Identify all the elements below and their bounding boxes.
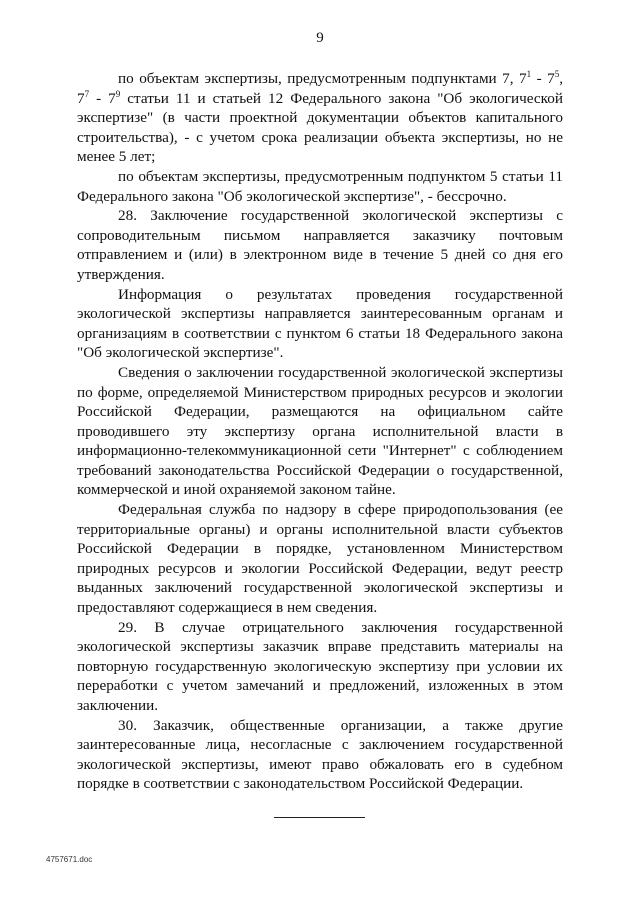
file-name-footer: 4757671.doc: [46, 855, 93, 864]
paragraph-clause-29: 29. В случае отрицательного заключения государственной экологической экспертизы заказчик вправе представить материалы на повторную государственную экологическую экспертизу при условии их переработки с учетом замечаний и предложений, изложенных в этом заключении.: [77, 618, 563, 714]
document-body: [77, 69, 563, 794]
superscript-index: 5: [554, 68, 560, 79]
paragraph-publication: Сведения о заключении государственной экологической экспертизы по форме, определяемой Министерством природных ресурсов и экологии Российской Федерации, размещаются на официальном сайте проводившего эту экспертизу органа исполнительной власти в информационно-телекоммуникационной сети "Интернет" с соблюдением требований законодательства Российской Федерации о государственной, коммерческой и иной охраняемой законом тайне.: [77, 363, 563, 499]
paragraph-text-part: , 7: [77, 70, 563, 107]
paragraph-registry: Федеральная служба по надзору в сфере природопользования (ее территориальные органы) и органы исполнительной власти субъектов Российской Федерации в порядке, установленном Министерством природных ресурсов и экологии Российской Федерации, ведут реестр выданных заключений государственной экологической экспертизы и предоставляют содержащиеся в нем сведения.: [77, 501, 563, 617]
paragraph-clause-30: 30. Заказчик, общественные организации, а также другие заинтересованные лица, несогласные с заключением государственной экологической экспертизы, имеют право обжаловать его в судебном порядке в соответствии с законодательством Российской Федерации.: [77, 716, 563, 793]
paragraph-text-part: по объектам экспертизы, предусмотренным подпунктами 7, 7: [118, 70, 527, 87]
paragraph-clause-28: 28. Заключение государственной экологической экспертизы с сопроводительным письмом направляется заказчику почтовым отправлением и (или) в электронном виде в течение 5 дней со дня его утверждения.: [77, 207, 563, 283]
superscript-index: 7: [84, 88, 90, 99]
paragraph-subitems-term: [77, 69, 563, 167]
paragraph-information: Информация о результатах проведения государственной экологической экспертизы направляется заинтересованным органам и организациям в соответствии с пунктом 6 статьи 18 Федерального закона "Об экологической экспертизе".: [77, 285, 563, 362]
superscript-index: 9: [115, 88, 121, 99]
paragraph-text-part: - 7: [89, 89, 116, 107]
paragraph-text-part: статьи 11 и статьей 12 Федерального закона "Об экологической экспертизе" (в части проектной документации объектов капитального строительства), - с учетом срока реализации объекта экспертизы, но не менее 5 лет;: [77, 89, 563, 166]
end-divider: [274, 817, 365, 818]
superscript-index: 1: [526, 68, 532, 79]
page-number: 9: [316, 30, 324, 46]
paragraph-indefinite-term: по объектам экспертизы, предусмотренным подпунктом 5 статьи 11 Федерального закона "Об экологической экспертизе", - бессрочно.: [77, 167, 563, 205]
paragraph-text-part: - 7: [531, 70, 555, 87]
